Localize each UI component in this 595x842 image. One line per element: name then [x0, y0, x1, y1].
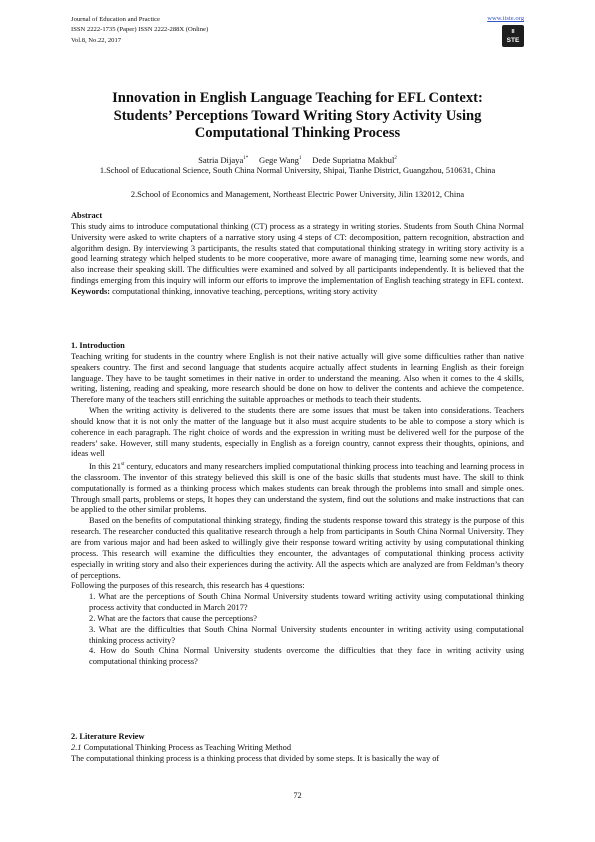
intro-paragraph: Following the purposes of this research, this research has 4 questions: [71, 581, 305, 591]
journal-volume: Vol.8, No.22, 2017 [71, 36, 122, 44]
journal-name: Journal of Education and Practice [71, 16, 160, 23]
subsection-number: 2.1 [71, 742, 82, 752]
research-question: 4. How do South China Normal University students overcome the difficulties that they face in writing activity using computational thinking process? [89, 646, 524, 667]
lit-heading: 2. Literature Review [71, 732, 145, 741]
title-line: Innovation in English Language Teaching for EFL Context: [112, 90, 483, 106]
page-number: 72 [293, 791, 302, 800]
research-question: 2. What are the factors that cause the perceptions? [89, 613, 257, 623]
intro-p3-rest: century, educators and many researchers implied computational thinking process into teaching and learning process in the classroom. The inventor of this strategy believed this skill is one of the basic skills that students must have. The skill to think computationally is formed as a thinking process which makes students can break through the problems into small and simple ones. Through small parts, problems or steps, It hopes they can understand the system, find out the solutions and make instructions that can be applied to the other similar problems. [71, 462, 525, 515]
keywords-label: Keywords: [71, 286, 111, 296]
title-line: Students’ Perceptions Toward Writing Story Activity Using [113, 107, 482, 124]
author-name: Gege Wang [259, 154, 299, 165]
iiste-logo [502, 25, 524, 47]
journal-website-link[interactable]: www.iiste.org [487, 15, 524, 22]
paper-title [71, 90, 524, 143]
author-list [71, 153, 524, 166]
intro-paragraph [71, 460, 524, 516]
author-name: Satria Dijaya [198, 154, 244, 165]
author-sup: 1* [243, 156, 249, 161]
journal-header [71, 15, 208, 46]
introduction-section [71, 341, 524, 668]
intro-heading: 1. Introduction [71, 341, 125, 350]
ordinal-sup: st [120, 462, 125, 468]
abstract-text: This study aims to introduce computational thinking (CT) process as a strategy in writing stories. Students from South China Normal University were asked to write chapters of a narrative story using 4 steps of CT: decomposition, pattern recognition, abstraction and algorithm design. By interviewing 3 participants, the results stated that computational thinking strategy in writing story activity is a good learning strategy which helped students to be more cooperative, more aware of managing time, learning some new words, and also increase their speaking skill. The difficulties were examined and solved by all participants independently. It is believed that the findings emerging from this inquiry will inform our efforts to improve the implementation of English teaching strategy in EFL context. [71, 221, 524, 286]
author-sup: 1 [298, 156, 302, 161]
abstract-heading: Abstract [71, 211, 103, 220]
literature-review-section [71, 732, 524, 765]
author-name: Dede Supriatna Makbul [312, 154, 395, 165]
journal-issn: ISSN 2222-1735 (Paper) ISSN 2222-288X (Online) [71, 26, 209, 34]
affiliation: 1.School of Educational Science, South China Normal University, Shipai, Tianhe District, Guangzhou, 510631, China [99, 166, 496, 175]
keywords-text: computational thinking, innovative teaching, perceptions, writing story activity [112, 286, 378, 296]
research-question: 1. What are the perceptions of South China Normal University students toward writing activity using computational thinking process activity that conducted in March 2017? [89, 592, 524, 613]
author-sup: 2 [394, 156, 397, 161]
svg-text:II: II [511, 29, 515, 35]
abstract-section [71, 211, 524, 298]
research-question: 3. What are the difficulties that South China Normal University students encounter in writing activity using computational thinking process activity? [89, 624, 524, 645]
svg-text:STE: STE [506, 37, 520, 44]
affiliation: 2.School of Economics and Management, Northeast Electric Power University, Jilin 132012, China [130, 190, 465, 199]
subsection-title: Computational Thinking Process as Teaching Writing Method [81, 742, 292, 752]
intro-paragraph: Teaching writing for students in the country where English is not their native actually will give some difficulties rather than native speakers country. The first and second language that students acquire actually affect students in learning English as their foreign language. They have to be taught sometimes in their native in order to understand the meaning. Also when it comes to the 4 skills, writing, listening, reading and speaking, more research should be done on how to deliver the contents and achieve the competence. Therefore many of the teachers still enriching the suitable approaches or methods to teach their students. [71, 351, 524, 405]
title-line: Computational Thinking Process [194, 125, 401, 141]
intro-p3-start: In this 21 [89, 462, 121, 472]
intro-paragraph: Based on the benefits of computational thinking strategy, finding the students response toward this strategy is the purpose of this research. The researcher conducted this qualitative research through a help from participants in South China Normal University. They are from various major and had been asked to willingly give their response toward writing activity by using computational thinking process. This research will examine the difficulties they encounter, the advantages of computational thinking process activity especially in writing story and also their experiences during the activity. All the aspects which are analyzed are from Feldman’s theory of perceptions. [71, 516, 524, 580]
lit-paragraph: The computational thinking process is a thinking process that divided by some steps. It is basically the way of [71, 753, 440, 763]
intro-paragraph: When the writing activity is delivered to the students there are some issues that must be taken into considerations. Teachers should know that it is not only the matter of the language but it also must acquire students to be able to compose a story which is coherence in each paragraph. The right choice of words and the expression in writing must be delivered well for the purpose of the readers’ sake. However, still many students, especially in English as a foreign country, cannot express their thoughts, opinions, and ideas well [71, 406, 524, 459]
